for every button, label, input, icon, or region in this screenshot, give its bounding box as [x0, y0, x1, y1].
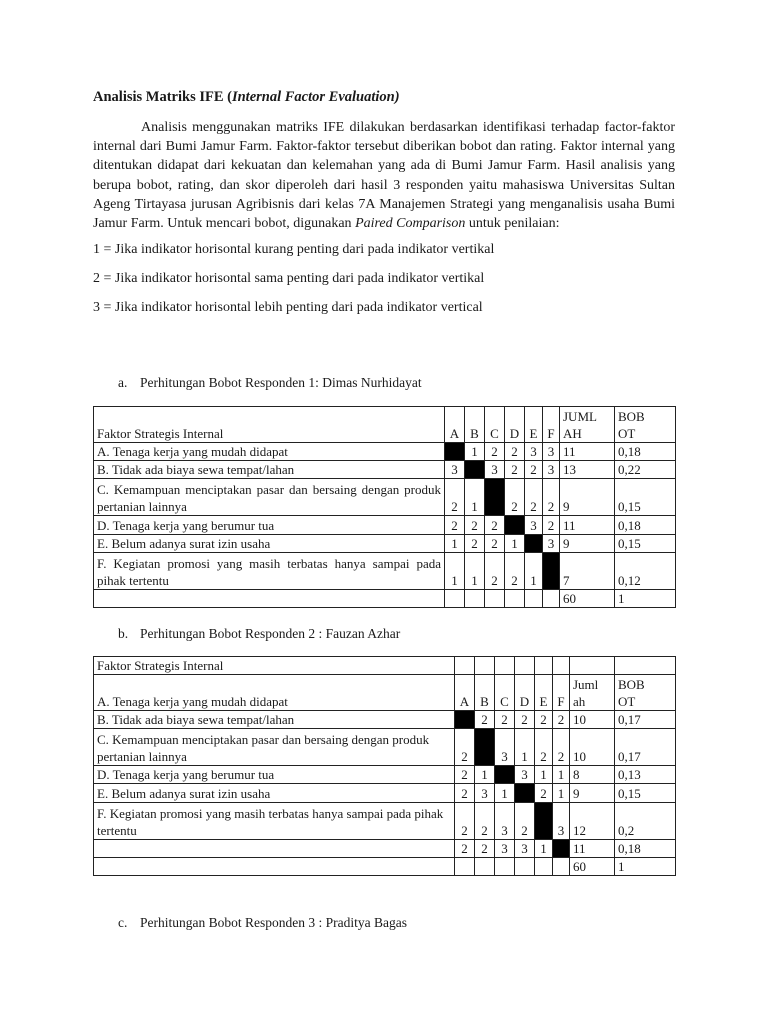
bobot-cell: 0,17 [615, 729, 676, 766]
total-bobot: 1 [615, 590, 676, 608]
score-cell: 3 [525, 516, 543, 535]
header-letter: E [535, 675, 553, 711]
score-cell: 3 [495, 840, 515, 858]
scale-item-2: 2 = Jika indikator horisontal sama penting dari pada indikator vertikal [93, 271, 485, 287]
score-cell: 3 [543, 535, 560, 553]
total-row [94, 590, 676, 608]
bobot-cell: 0,18 [615, 516, 676, 535]
row-factor: C. Kemampuan menciptakan pasar dan bersaing dengan produk pertanian lainnya [94, 479, 445, 516]
score-cell: 2 [455, 784, 475, 803]
bobot-cell: 0,13 [615, 766, 676, 784]
score-cell: 2 [475, 840, 495, 858]
score-cell: 2 [505, 443, 525, 461]
jumlah-cell: 11 [570, 840, 615, 858]
row-factor: B. Tidak ada biaya sewa tempat/lahan [94, 461, 445, 479]
score-cell: 1 [525, 553, 543, 590]
jumlah-cell: 11 [560, 443, 615, 461]
scale-item-1: 1 = Jika indikator horisontal kurang penting dari pada indikator vertikal [93, 242, 495, 258]
header-letter: B [465, 407, 485, 443]
total-jumlah: 60 [560, 590, 615, 608]
diagonal-cell [495, 766, 515, 784]
score-cell: 1 [535, 840, 553, 858]
row-factor: D. Tenaga kerja yang berumur tua [94, 766, 455, 784]
score-cell: 2 [553, 711, 570, 729]
intro-paragraph: Analisis menggunakan matriks IFE dilakukan berdasarkan identifikasi terhadap factor-faktor internal dari Bumi Jamur Farm. Faktor-faktor tersebut diberikan bobot dan rating. Faktor internal yang ditentukan didapat dari kekuatan dan kelemahan yang ada di Bumi Jamur Farm. Hasil analisis yang berupa bobot, rating, dan skor diperoleh dari hasil 3 responden yaitu mahasiswa Universitas Sultan Ageng Tirtayasa jurusan Agribisnis dari kelas 7A Manajemen Strategi yang menganalisis usaha Bumi Jamur Farm. Untuk mencari bobot, digunakan Paired Comparison untuk penilaian: [93, 120, 675, 232]
total-bobot: 1 [615, 858, 676, 876]
score-cell: 2 [445, 479, 465, 516]
intro-italic-term: Paired Comparison [355, 216, 466, 232]
score-cell: 3 [495, 803, 515, 840]
table-row [94, 803, 676, 840]
score-cell: 2 [485, 535, 505, 553]
score-cell: 2 [455, 766, 475, 784]
score-cell: 2 [485, 553, 505, 590]
header-letter: D [515, 675, 535, 711]
jumlah-cell: 9 [560, 479, 615, 516]
bobot-cell: 0,18 [615, 840, 676, 858]
row-factor [94, 840, 455, 858]
score-cell: 2 [465, 516, 485, 535]
bobot-cell: 0,15 [615, 784, 676, 803]
score-cell: 1 [515, 729, 535, 766]
row-factor: E. Belum adanya surat izin usaha [94, 535, 445, 553]
score-cell: 2 [525, 461, 543, 479]
bobot-cell: 0,17 [615, 711, 676, 729]
score-cell: 3 [515, 766, 535, 784]
row-factor: F. Kegiatan promosi yang masih terbatas hanya sampai pada pihak tertentu [94, 803, 455, 840]
header-letter: A [445, 407, 465, 443]
score-cell: 2 [485, 443, 505, 461]
jumlah-cell: 9 [560, 535, 615, 553]
score-cell: 1 [475, 766, 495, 784]
table-header-row [94, 675, 676, 711]
diagonal-cell [535, 803, 553, 840]
table-row [94, 479, 676, 516]
score-cell: 2 [475, 711, 495, 729]
table-row [94, 711, 676, 729]
table-header-row [94, 407, 676, 443]
table-row [94, 553, 676, 590]
score-cell: 2 [515, 803, 535, 840]
jumlah-cell: 9 [570, 784, 615, 803]
row-factor: E. Belum adanya surat izin usaha [94, 784, 455, 803]
diagonal-cell [485, 479, 505, 516]
score-cell: 2 [445, 516, 465, 535]
score-cell: 2 [505, 479, 525, 516]
score-cell: 2 [535, 711, 553, 729]
table-row [94, 784, 676, 803]
header-letter: A [455, 675, 475, 711]
diagonal-cell [445, 443, 465, 461]
bobot-cell: 0,15 [615, 535, 676, 553]
score-cell: 1 [465, 443, 485, 461]
score-cell: 1 [465, 479, 485, 516]
diagonal-cell [455, 711, 475, 729]
header-bobot: BOB OT [615, 407, 676, 443]
row-factor: F. Kegiatan promosi yang masih terbatas hanya sampai pada pihak tertentu [94, 553, 445, 590]
row-factor: D. Tenaga kerja yang berumur tua [94, 516, 445, 535]
scale-item-3: 3 = Jika indikator horisontal lebih penting dari pada indikator vertical [93, 300, 483, 316]
header-jumlah: Juml ah [570, 675, 615, 711]
score-cell: 3 [515, 840, 535, 858]
score-cell: 2 [535, 729, 553, 766]
header-factor: A. Tenaga kerja yang mudah didapat [94, 675, 455, 711]
score-cell: 2 [485, 516, 505, 535]
score-cell: 3 [445, 461, 465, 479]
score-cell: 1 [535, 766, 553, 784]
row-factor: A. Tenaga kerja yang mudah didapat [94, 443, 445, 461]
section-a-heading: a. Perhitungan Bobot Responden 1: Dimas Nurhidayat [118, 375, 422, 390]
header-jumlah: JUML AH [560, 407, 615, 443]
header-bobot: BOB OT [615, 675, 676, 711]
score-cell: 2 [525, 479, 543, 516]
diagonal-cell [465, 461, 485, 479]
table-row [94, 840, 676, 858]
score-cell: 2 [543, 516, 560, 535]
score-cell: 2 [553, 729, 570, 766]
table-row [94, 443, 676, 461]
header-letter: C [495, 675, 515, 711]
table-row [94, 516, 676, 535]
score-cell: 2 [455, 803, 475, 840]
diagonal-cell [553, 840, 570, 858]
score-cell: 1 [465, 553, 485, 590]
header-letter: D [505, 407, 525, 443]
diagonal-cell [525, 535, 543, 553]
total-jumlah: 60 [570, 858, 615, 876]
jumlah-cell: 8 [570, 766, 615, 784]
score-cell: 2 [505, 553, 525, 590]
total-row [94, 858, 676, 876]
bobot-cell: 0,22 [615, 461, 676, 479]
score-cell: 1 [445, 535, 465, 553]
header-letter: E [525, 407, 543, 443]
score-cell: 3 [525, 443, 543, 461]
table-row [94, 729, 676, 766]
bobot-cell: 0,15 [615, 479, 676, 516]
score-cell: 2 [455, 729, 475, 766]
jumlah-cell: 10 [570, 729, 615, 766]
jumlah-cell: 13 [560, 461, 615, 479]
section-c-heading: c. Perhitungan Bobot Responden 3 : Praditya Bagas [118, 915, 407, 930]
jumlah-cell: 10 [570, 711, 615, 729]
table-row [94, 461, 676, 479]
header-letter: C [485, 407, 505, 443]
score-cell: 2 [475, 803, 495, 840]
jumlah-cell: 11 [560, 516, 615, 535]
score-cell: 1 [505, 535, 525, 553]
diagonal-cell [505, 516, 525, 535]
header-letter: F [553, 675, 570, 711]
bobot-cell: 0,2 [615, 803, 676, 840]
matrix-table-responden-2 [93, 656, 676, 876]
row-factor: B. Tidak ada biaya sewa tempat/lahan [94, 711, 455, 729]
header-factor: Faktor Strategis Internal [94, 407, 445, 443]
diagonal-cell [515, 784, 535, 803]
score-cell: 2 [515, 711, 535, 729]
score-cell: 1 [553, 766, 570, 784]
score-cell: 2 [505, 461, 525, 479]
jumlah-cell: 12 [570, 803, 615, 840]
score-cell: 2 [543, 479, 560, 516]
document-title: Analisis Matriks IFE (Internal Factor Evaluation) [93, 89, 400, 105]
header-letter: B [475, 675, 495, 711]
score-cell: 1 [553, 784, 570, 803]
score-cell: 3 [543, 461, 560, 479]
section-b-heading: b. Perhitungan Bobot Responden 2 : Fauzan Azhar [118, 626, 401, 641]
bobot-cell: 0,18 [615, 443, 676, 461]
diagonal-cell [475, 729, 495, 766]
document-page [93, 88, 675, 930]
score-cell: 3 [495, 729, 515, 766]
score-cell: 1 [495, 784, 515, 803]
score-cell: 2 [495, 711, 515, 729]
title-italic: Internal Factor Evaluation) [231, 89, 400, 105]
diagonal-cell [543, 553, 560, 590]
row-factor: C. Kemampuan menciptakan pasar dan bersaing dengan produk pertanian lainnya [94, 729, 455, 766]
table-row [94, 535, 676, 553]
table-row [94, 766, 676, 784]
score-cell: 2 [535, 784, 553, 803]
table-top-row [94, 657, 676, 675]
jumlah-cell: 7 [560, 553, 615, 590]
score-cell: 1 [445, 553, 465, 590]
score-cell: 2 [465, 535, 485, 553]
score-cell: 3 [543, 443, 560, 461]
header-letter: F [543, 407, 560, 443]
header-factor-top: Faktor Strategis Internal [94, 657, 455, 675]
score-cell: 2 [455, 840, 475, 858]
score-cell: 3 [485, 461, 505, 479]
score-cell: 3 [553, 803, 570, 840]
matrix-table-responden-1 [93, 406, 676, 608]
score-cell: 3 [475, 784, 495, 803]
bobot-cell: 0,12 [615, 553, 676, 590]
